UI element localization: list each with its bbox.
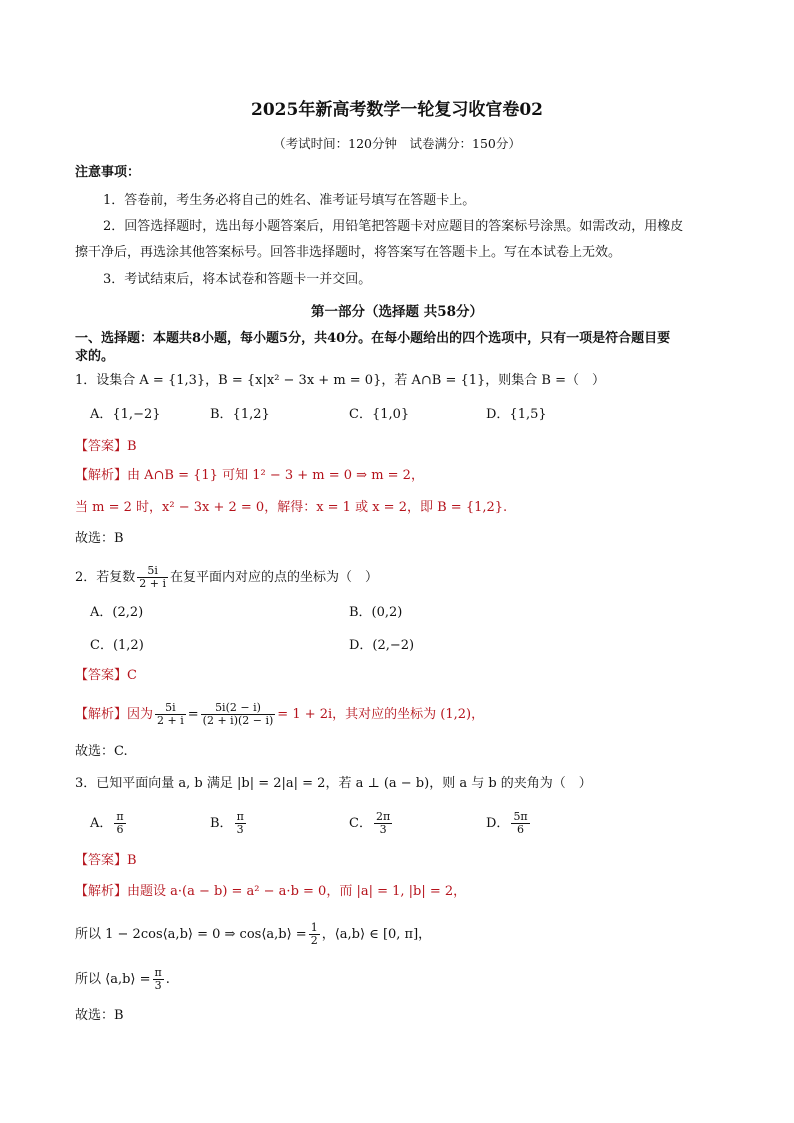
q3-half-num: 1 bbox=[310, 921, 318, 934]
q1-stem-number: 1．设集合 bbox=[75, 373, 140, 388]
q2-fraction bbox=[137, 565, 168, 590]
q3-a-den: 6 bbox=[116, 823, 124, 836]
q3-option-b-frac bbox=[235, 811, 246, 836]
q1-analysis-line2 bbox=[75, 499, 507, 517]
q3-option-c bbox=[349, 810, 394, 838]
analysis-label: 【解析】 bbox=[75, 884, 128, 899]
q3-analysis-text1: 由题设 a·(a − b) = a² − a·b = 0，而 |a| = 1, |b| = 2， bbox=[127, 884, 467, 899]
q2-fraction-den: 2 + i bbox=[139, 577, 167, 590]
notice-item-1: 1．答卷前，考生务必将自己的姓名、准考证号填写在答题卡上。 bbox=[103, 193, 476, 208]
q3-a-num: π bbox=[116, 810, 124, 823]
part1-instructions-b: 求的。 bbox=[75, 349, 115, 364]
q2-analysis bbox=[75, 700, 484, 730]
q3-analysis-line2 bbox=[75, 921, 431, 949]
answer-label: 【答案】 bbox=[75, 668, 128, 683]
q3-b-den: 3 bbox=[236, 823, 244, 836]
q3-option-b bbox=[210, 810, 248, 838]
part1-instructions-a: 一、选择题：本题共8小题，每小题5分，共40分。在每小题给出的四个选项中，只有一项是符合题目要 bbox=[75, 331, 671, 346]
q1-answer-value: B bbox=[127, 439, 137, 454]
q3-answer-value: B bbox=[127, 853, 137, 868]
q2-option-b: B．(0,2) bbox=[349, 605, 403, 620]
q3-option-d bbox=[486, 810, 532, 838]
q2-analysis-frac1 bbox=[155, 702, 186, 727]
q2-stem-number: 2．若复数 bbox=[75, 570, 136, 585]
q2-equals: = bbox=[187, 707, 199, 722]
q3-stem: 3．已知平面向量 a, b 满足 |b| = 2|a| = 2，若 a ⊥ (a − b)，则 a 与 b 的夹角为（ ） bbox=[75, 776, 592, 791]
q1-option-d: D．{1,5} bbox=[486, 407, 547, 422]
q1-analysis-text1: 由 A∩B = {1} 可知 1² − 3 + m = 0 ⇒ m = 2， bbox=[127, 468, 424, 483]
q3-d-num: 5π bbox=[513, 810, 528, 823]
q3-option-a-frac bbox=[114, 811, 125, 836]
q3-analysis-frac-pi3 bbox=[153, 967, 164, 992]
q2-option-d: D．(2,−2) bbox=[349, 638, 415, 653]
q1-option-c: C．{1,0} bbox=[349, 407, 410, 422]
q1-conclusion: 故选：B bbox=[75, 531, 124, 546]
q2-analysis-result: = 1 + 2i，其对应的坐标为 (1,2)， bbox=[277, 707, 485, 722]
q3-answer bbox=[75, 852, 137, 870]
part1-heading: 第一部分（选择题 共58分） bbox=[311, 304, 483, 320]
notice-item-2a: 2．回答选择题时，选出每小题答案后，用铅笔把答题卡对应题目的答案标号涂黑。如需改动，用橡皮 bbox=[103, 219, 684, 234]
answer-label: 【答案】 bbox=[75, 853, 128, 868]
q3-c-num: 2π bbox=[375, 810, 391, 823]
q2-fraction-num: 5i bbox=[137, 565, 168, 578]
q1-option-a: A．{1,−2} bbox=[90, 407, 161, 422]
q2-option-a: A．(2,2) bbox=[90, 605, 144, 620]
q2-answer-value: C bbox=[127, 668, 137, 683]
page-title: 2025年新高考数学一轮复习收官卷02 bbox=[251, 100, 543, 120]
q1-analysis-line1 bbox=[75, 467, 424, 485]
q1-answer bbox=[75, 438, 137, 456]
q3-option-a bbox=[90, 810, 128, 838]
q3-pi3-den: 3 bbox=[154, 979, 162, 992]
q3-option-d-label: D． bbox=[486, 816, 510, 831]
q3-analysis-frac-half bbox=[309, 922, 320, 947]
q2-frac2-num: 5i(2 − i) bbox=[201, 702, 276, 715]
q3-b-num: π bbox=[236, 810, 244, 823]
q2-analysis-frac2 bbox=[201, 702, 276, 727]
q1-stem bbox=[75, 372, 605, 390]
analysis-label: 【解析】 bbox=[75, 707, 128, 722]
q3-option-d-frac bbox=[511, 811, 529, 836]
q2-stem-text: 在复平面内对应的点的坐标为（ ） bbox=[170, 570, 379, 585]
q3-conclusion: 故选：B bbox=[75, 1008, 124, 1023]
q1-analysis-text2a: 当 m = 2 时， bbox=[75, 500, 163, 515]
q3-option-c-frac bbox=[374, 811, 392, 836]
answer-label: 【答案】 bbox=[75, 439, 128, 454]
analysis-label: 【解析】 bbox=[75, 468, 128, 483]
q2-frac1-den: 2 + i bbox=[157, 714, 184, 727]
q2-conclusion: 故选：C. bbox=[75, 744, 128, 759]
notice-item-3: 3．考试结束后，将本试卷和答题卡一并交回。 bbox=[103, 272, 372, 287]
q3-half-den: 2 bbox=[310, 934, 318, 947]
notice-item-2b: 擦干净后，再选涂其他答案标号。回答非选择题时，将答案写在答题卡上。写在本试卷上无效。 bbox=[75, 245, 622, 260]
notice-heading: 注意事项： bbox=[75, 165, 141, 180]
q1-option-b: B．{1,2} bbox=[210, 407, 270, 422]
q3-option-b-label: B． bbox=[210, 816, 233, 831]
exam-time-note: （考试时间：120分钟 试卷满分：150分） bbox=[273, 136, 521, 151]
q3-analysis-text3a: 所以 ⟨a,b⟩ = bbox=[75, 972, 151, 987]
q3-c-den: 3 bbox=[379, 823, 387, 836]
q3-pi3-num: π bbox=[154, 966, 162, 979]
q2-option-c: C．(1,2) bbox=[90, 638, 144, 653]
q3-option-a-label: A． bbox=[90, 816, 113, 831]
q3-analysis-text2a: 所以 1 − 2cos⟨a,b⟩ = 0 ⇒ cos⟨a,b⟩ = bbox=[75, 927, 307, 942]
q2-analysis-intro: 因为 bbox=[127, 707, 154, 722]
q2-frac2-den: (2 + i)(2 − i) bbox=[202, 714, 274, 727]
q1-stem-text: A = {1,3}，B = {x|x² − 3x + m = 0}，若 A∩B = {1}，则集合 B =（ ） bbox=[139, 373, 605, 388]
q3-analysis-line3 bbox=[75, 966, 170, 994]
q3-d-den: 6 bbox=[517, 823, 525, 836]
q2-stem bbox=[75, 565, 378, 590]
q2-answer bbox=[75, 667, 137, 685]
q1-analysis-text2b: x² − 3x + 2 = 0，解得：x = 1 或 x = 2，即 B = {1,2}. bbox=[162, 500, 508, 515]
q3-analysis-text3b: . bbox=[165, 972, 170, 987]
q3-analysis-line1 bbox=[75, 883, 466, 901]
q3-analysis-text2b: ，⟨a,b⟩ ∈ [0, π]， bbox=[321, 927, 432, 942]
q3-option-c-label: C． bbox=[349, 816, 372, 831]
q2-frac1-num: 5i bbox=[155, 702, 186, 715]
